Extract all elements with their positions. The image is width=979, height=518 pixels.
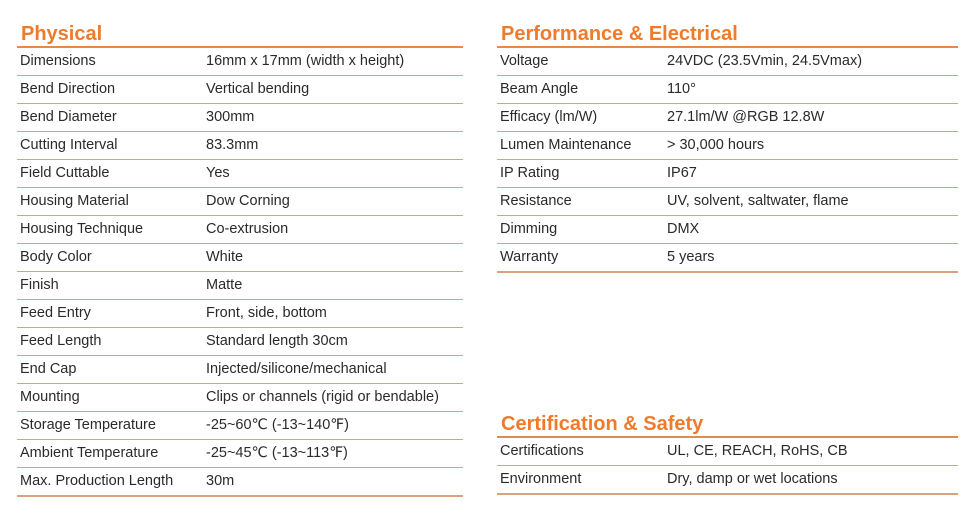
row-value: Matte <box>206 277 243 293</box>
row-label: Environment <box>500 471 582 487</box>
table-row <box>497 76 958 104</box>
row-value: White <box>206 249 244 265</box>
row-label: Ambient Temperature <box>20 445 159 461</box>
row-value: 16mm x 17mm (width x height) <box>206 53 405 69</box>
row-label: Lumen Maintenance <box>500 137 632 153</box>
table-row <box>17 244 463 272</box>
table-row <box>497 160 958 188</box>
table-row <box>17 412 463 440</box>
table-row <box>17 188 463 216</box>
table-row <box>497 188 958 216</box>
row-value: DMX <box>667 221 700 237</box>
row-label: IP Rating <box>500 165 560 181</box>
row-value: > 30,000 hours <box>667 137 765 153</box>
row-value: -25~45℃ (-13~113℉) <box>206 445 348 461</box>
row-label: Voltage <box>500 53 549 69</box>
row-value: UV, solvent, saltwater, flame <box>667 193 849 209</box>
row-value: 30m <box>206 473 235 489</box>
row-label: Dimming <box>500 221 558 237</box>
table-row <box>17 328 463 356</box>
table-row <box>17 216 463 244</box>
row-value: 83.3mm <box>206 137 259 153</box>
row-label: Field Cuttable <box>20 165 110 181</box>
row-label: Feed Entry <box>20 305 91 321</box>
table-row <box>17 440 463 468</box>
table-row <box>497 216 958 244</box>
row-label: Warranty <box>500 249 559 265</box>
row-label: Resistance <box>500 193 572 209</box>
row-value: Standard length 30cm <box>206 333 348 349</box>
row-label: Mounting <box>20 389 80 405</box>
table-row <box>497 48 958 76</box>
row-value: Yes <box>206 165 230 181</box>
table-row <box>17 356 463 384</box>
table-row <box>17 468 463 497</box>
certification-safety-table <box>497 438 958 495</box>
row-label: Body Color <box>20 249 92 265</box>
table-row <box>497 104 958 132</box>
table-row <box>17 384 463 412</box>
physical-table <box>17 48 463 497</box>
table-row <box>17 48 463 76</box>
row-value: UL, CE, REACH, RoHS, CB <box>667 443 848 459</box>
table-row <box>497 466 958 495</box>
table-row <box>17 300 463 328</box>
row-label: Finish <box>20 277 59 293</box>
table-row <box>17 76 463 104</box>
performance-electrical-section <box>497 22 958 273</box>
row-label: Housing Technique <box>20 221 144 237</box>
row-value: Front, side, bottom <box>206 305 327 321</box>
row-label: Feed Length <box>20 333 102 349</box>
row-value: 24VDC (23.5Vmin, 24.5Vmax) <box>667 53 863 69</box>
table-row <box>17 104 463 132</box>
table-row <box>17 272 463 300</box>
row-value: 27.1lm/W @RGB 12.8W <box>667 109 825 125</box>
row-label: Bend Diameter <box>20 109 117 125</box>
table-row <box>17 132 463 160</box>
row-value: Clips or channels (rigid or bendable) <box>206 389 439 405</box>
certification-safety-section <box>497 412 958 495</box>
row-label: Efficacy (lm/W) <box>500 109 598 125</box>
row-value: IP67 <box>667 165 697 181</box>
row-value: Dry, damp or wet locations <box>667 471 838 487</box>
row-value: Co-extrusion <box>206 221 289 237</box>
row-label: Housing Material <box>20 193 129 209</box>
performance-electrical-title: Performance & Electrical <box>497 22 958 48</box>
row-value: 110° <box>667 81 696 97</box>
table-row <box>497 132 958 160</box>
row-value: 5 years <box>667 249 715 265</box>
table-row <box>497 438 958 466</box>
row-value: Vertical bending <box>206 81 310 97</box>
row-label: Cutting Interval <box>20 137 118 153</box>
table-row <box>497 244 958 273</box>
row-value: Injected/silicone/mechanical <box>206 361 387 377</box>
physical-title: Physical <box>17 22 463 48</box>
row-label: Certifications <box>500 443 584 459</box>
row-value: 300mm <box>206 109 255 125</box>
row-label: Bend Direction <box>20 81 116 97</box>
row-value: Dow Corning <box>206 193 290 209</box>
physical-section <box>17 22 463 497</box>
row-label: Max. Production Length <box>20 473 174 489</box>
certification-safety-title: Certification & Safety <box>497 412 958 438</box>
row-value: -25~60℃ (-13~140℉) <box>206 417 349 433</box>
performance-electrical-table <box>497 48 958 273</box>
row-label: Storage Temperature <box>20 417 156 433</box>
row-label: Beam Angle <box>500 81 579 97</box>
table-row <box>17 160 463 188</box>
row-label: End Cap <box>20 361 77 377</box>
row-label: Dimensions <box>20 53 96 69</box>
